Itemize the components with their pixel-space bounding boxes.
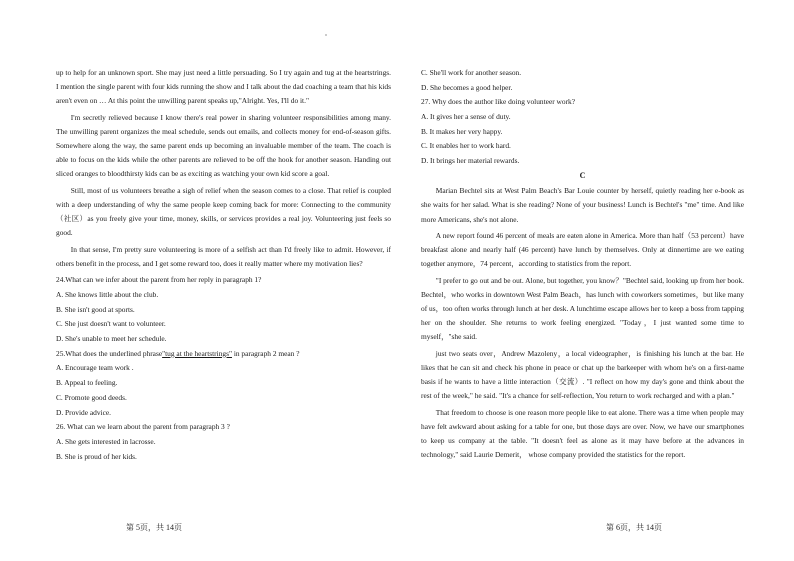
paragraph: "I prefer to go out and be out. Alone, but together, you know？"Bechtel said, looking up from her book. Bechtel，who works in downtown West Palm Beach，has lunch with coworkers sometimes，but like many of us，too often works through lunch at her desk. A lunchtime escape allows her to keep a boss from tapping her on the shoulder. She returns to work feeling energized. "Today，I just wanted some time to myself，"she said. bbox=[421, 275, 744, 342]
paragraph: just two seats over，Andrew Mazoleny，a local videographer，is finishing his lunch at the bar. He likes that he can sit and check his phone in peace or chat up the barkeeper with whom he's on a first-name basis if he wants to have a little interaction（交流）. "I reflect on how my day's gone and think about the rest of the week," he said. "It's a chance for self-reflection, You return to work recharged and with a plan." bbox=[421, 348, 744, 401]
section-heading: C bbox=[579, 171, 586, 181]
option-26-c: C. She'll work for another season. bbox=[421, 68, 522, 77]
option-25-a: A. Encourage team work . bbox=[56, 363, 134, 373]
question-25-text: 25.What does the underlined phrase bbox=[56, 348, 163, 358]
option-25-d: D. Provide advice. bbox=[56, 407, 112, 417]
option-24-b: B. She isn't good at sports. bbox=[56, 304, 135, 314]
option-24-a: A. She knows little about the club. bbox=[56, 290, 159, 299]
option-27-a: A. It gives her a sense of duty. bbox=[421, 112, 511, 122]
option-27-c: C. It enables her to work hard. bbox=[421, 141, 511, 151]
option-26-a: A. She gets interested in lacrosse. bbox=[56, 436, 156, 446]
option-25-b: B. Appeal to feeling. bbox=[56, 378, 118, 388]
paragraph: A new report found 46 percent of meals are eaten alone in America. More than half（53 percent）have breakfast alone and nearly half (46 percent) have lunch by themselves. Only at dinnertime are we eating together anymore，74 percent，according to statistics from the report. bbox=[421, 231, 744, 269]
option-25-c: C. Promote good deeds. bbox=[56, 392, 127, 402]
paragraph: In that sense, I'm pretty sure volunteering is more of a selfish act than I'd freely like to admit. However, if others benefit in the process, and I get some reward too, does it really matter where my motivation lies? bbox=[56, 244, 391, 268]
question-24: 24.What can we infer about the parent from her reply in paragraph 1? bbox=[56, 275, 262, 285]
question-26: 26. What can we learn about the parent from paragraph 3 ? bbox=[56, 422, 230, 432]
question-25 bbox=[56, 347, 391, 361]
underlined-phrase: "tug at the heartstrings" bbox=[162, 348, 232, 358]
page-number-left: 第 5页，共 14页 bbox=[126, 523, 182, 532]
option-24-d: D. She's unable to meet her schedule. bbox=[56, 334, 167, 344]
scan-speck bbox=[325, 34, 327, 36]
right-column bbox=[421, 66, 744, 465]
question-25-text-end: in paragraph 2 mean ? bbox=[231, 348, 300, 358]
paragraph: That freedom to choose is one reason more people like to eat alone. There was a time when people may have felt awkward about asking for a table for one, but those days are over. Now, we have our smartphones to keep us company at the table. "It doesn't feel as alone as it may have before at the advances in technology," said Laurie Demerit， whose company provided the statistics for the report. bbox=[421, 407, 744, 459]
left-column bbox=[56, 66, 391, 464]
question-27: 27. Why does the author like doing volunteer work? bbox=[421, 97, 576, 107]
paragraph: I'm secretly relieved because I know there's real power in sharing volunteer responsibilities among many. The unwilling parent organizes the meal schedule, sends out emails, and collects money for end-of-season gifts. Somewhere along the way, the same parent ends up becoming an invaluable member of the team. The coach is able to focus on the kids while the other parents are relieved to be off the hook for another season. Handing out sliced oranges to bloodthirsty kids can be as exciting as watching your own kid score a goal. bbox=[56, 112, 391, 179]
page-number-right: 第 6页，共 14页 bbox=[606, 523, 662, 532]
paragraph: up to help for an unknown sport. She may just need a little persuading. So I try again and tug at the heartstrings. I mention the single parent with four kids running the show and I talk about the dad coaching a team that his kids aren't even on … At this point the unwilling parent speaks up,"Alright. Yes, I'll do it." bbox=[56, 68, 391, 106]
option-27-d: D. It brings her material rewards. bbox=[421, 156, 520, 166]
option-26-b: B. She is proud of her kids. bbox=[56, 451, 137, 461]
paragraph: Marian Bechtel sits at West Palm Beach's Bar Louie counter by herself, quietly reading her e-book as she waits for her salad. What is she reading? None of your business! Lunch is Bechtel's "me" time. And like more Americans, she's not alone. bbox=[421, 186, 744, 224]
option-24-c: C. She just doesn't want to volunteer. bbox=[56, 319, 166, 329]
paragraph: Still, most of us volunteers breathe a sigh of relief when the season comes to a close. That relief is coupled with a deep understanding of why the same people keep coming back for more: Connecting to the community（社区）as you freely give your time, money, skills, or services provides a real joy. Volunteering just feels so good. bbox=[56, 185, 391, 238]
option-26-d: D. She becomes a good helper. bbox=[421, 82, 513, 92]
option-27-b: B. It makes her very happy. bbox=[421, 126, 503, 136]
